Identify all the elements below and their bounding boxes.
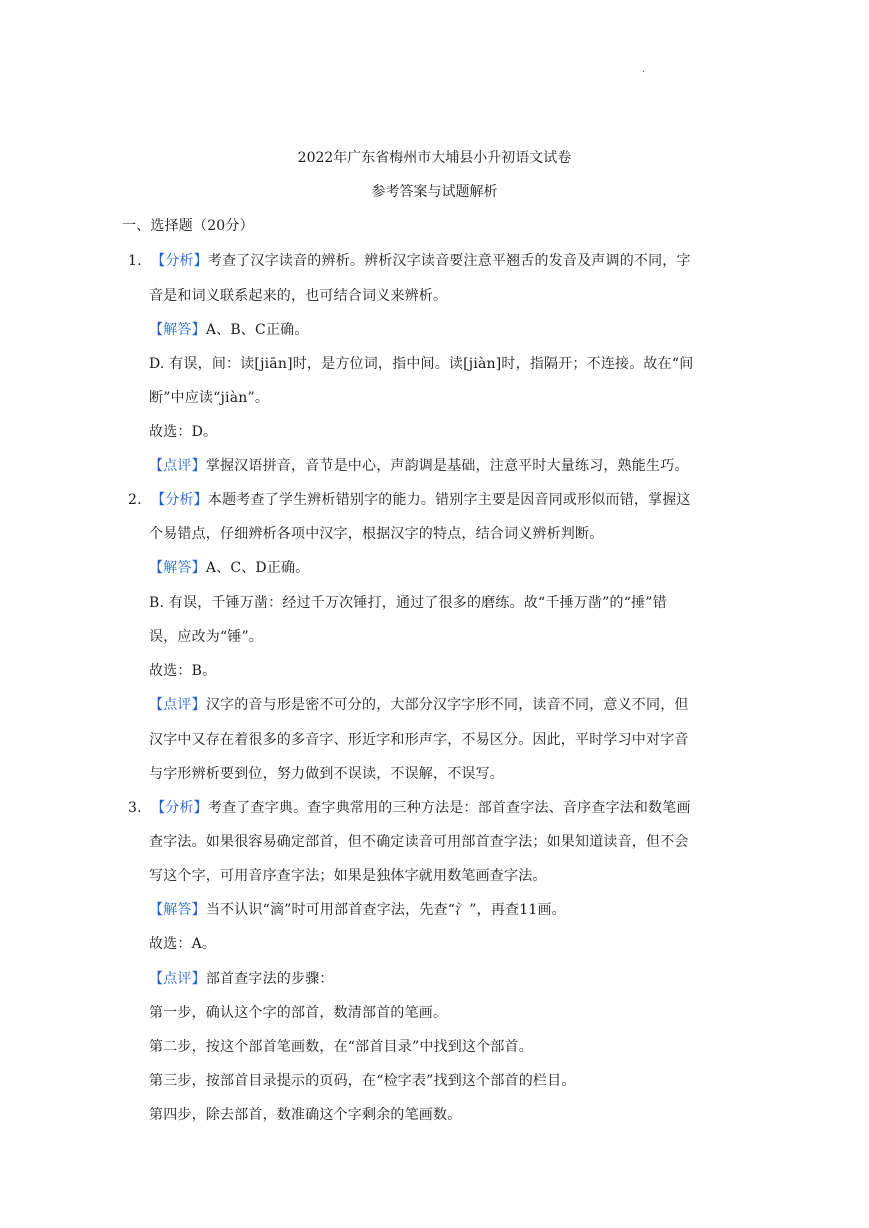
q1-answer-line [149, 319, 309, 339]
header-mark: . [642, 64, 646, 75]
q3-choice: 故选：A。 [149, 936, 217, 952]
q2-answer-line [149, 557, 309, 577]
q3-number: 3. [128, 800, 142, 816]
q3-step-4: 第四步，除去部首，数准确这个字剩余的笔画数。 [149, 1107, 462, 1123]
q1-comment-line [149, 455, 689, 475]
q3-analysis-tag: 【分析】 [151, 800, 208, 816]
q2-option-b-line-2: 误，应改为“锤”。 [149, 629, 264, 645]
q3-comment-line [149, 968, 334, 988]
q2-analysis-text: 本题考查了学生辨析错别字的能力。错别字主要是因音同或形似而错，掌握这 [207, 492, 691, 508]
q3-analysis-line-2: 查字法。如果很容易确定部首，但不确定读音可用部首查字法；如果知道读音，但不会 [149, 834, 689, 850]
q1-comment-text: 掌握汉语拼音，音节是中心，声韵调是基础，注意平时大量练习，熟能生巧。 [205, 458, 689, 474]
q2-comment-line-2: 汉字中又存在着很多的多音字、形近字和形声字，不易区分。因此，平时学习中对字音 [149, 732, 689, 748]
q3-answer-tag: 【解答】 [149, 902, 206, 918]
q1-analysis-line [128, 250, 691, 270]
q2-comment-tag: 【点评】 [149, 697, 206, 713]
q3-answer-text: 当不认识“滴”时可用部首查字法，先查“氵”，再查11画。 [205, 902, 566, 918]
q2-comment-line [149, 694, 689, 714]
q3-analysis-line [128, 797, 691, 817]
q2-answer-text: A、C、D正确。 [205, 560, 310, 576]
q2-comment-line-3: 与字形辨析要到位，努力做到不误读，不误解，不误写。 [149, 766, 504, 782]
q1-option-d-line-2: 断”中应读“jiàn”。 [149, 390, 270, 406]
q3-step-1: 第一步，确认这个字的部首，数清部首的笔画。 [149, 1005, 448, 1021]
q3-analysis-line-3: 写这个字，可用音序查字法；如果是独体字就用数笔画查字法。 [149, 868, 547, 884]
q3-comment-text: 部首查字法的步骤： [205, 971, 334, 987]
q1-analysis-text: 考查了汉字读音的辨析。辨析汉字读音要注意平翘舌的发音及声调的不同，字 [207, 253, 691, 269]
q1-choice: 故选：D。 [149, 424, 218, 440]
q1-comment-tag: 【点评】 [149, 458, 206, 474]
q2-choice: 故选：B。 [149, 663, 217, 679]
document-subtitle: 参考答案与试题解析 [371, 184, 498, 200]
q3-step-2: 第二步，按这个部首笔画数，在“部首目录”中找到这个部首。 [149, 1039, 533, 1055]
q3-analysis-text: 考查了查字典。查字典常用的三种方法是：部首查字法、音序查字法和数笔画 [207, 800, 691, 816]
q2-comment-text: 汉字的音与形是密不可分的，大部分汉字字形不同，读音不同，意义不同，但 [205, 697, 689, 713]
q1-analysis-line-2: 音是和词义联系起来的，也可结合词义来辨析。 [149, 288, 448, 304]
document-title: 2022年广东省梅州市大埔县小升初语文试卷 [297, 150, 572, 166]
q2-answer-tag: 【解答】 [149, 560, 206, 576]
q2-analysis-tag: 【分析】 [151, 492, 208, 508]
q3-answer-line [149, 899, 566, 919]
q1-number: 1. [128, 253, 142, 269]
q2-analysis-line [128, 489, 691, 509]
q3-step-3: 第三步，按部首目录提示的页码，在“检字表”找到这个部首的栏目。 [149, 1073, 576, 1089]
q1-analysis-tag: 【分析】 [151, 253, 208, 269]
q3-comment-tag: 【点评】 [149, 971, 206, 987]
q2-analysis-line-2: 个易错点，仔细辨析各项中汉字，根据汉字的特点，结合词义辨析判断。 [149, 526, 604, 542]
q2-number: 2. [128, 492, 142, 508]
q1-answer-text: A、B、C正确。 [205, 322, 309, 338]
q1-answer-tag: 【解答】 [149, 322, 206, 338]
q1-option-d-line-1: D. 有误，间：读[jiān]时，是方位词，指中间。读[jiàn]时，指隔开；不连接。故在“间 [149, 356, 694, 372]
q2-option-b-line-1: B. 有误，千锤万凿：经过千万次锤打，通过了很多的磨练。故“千捶万凿”的“捶”错 [149, 595, 667, 611]
section-heading: 一、选择题（20分） [122, 218, 254, 234]
